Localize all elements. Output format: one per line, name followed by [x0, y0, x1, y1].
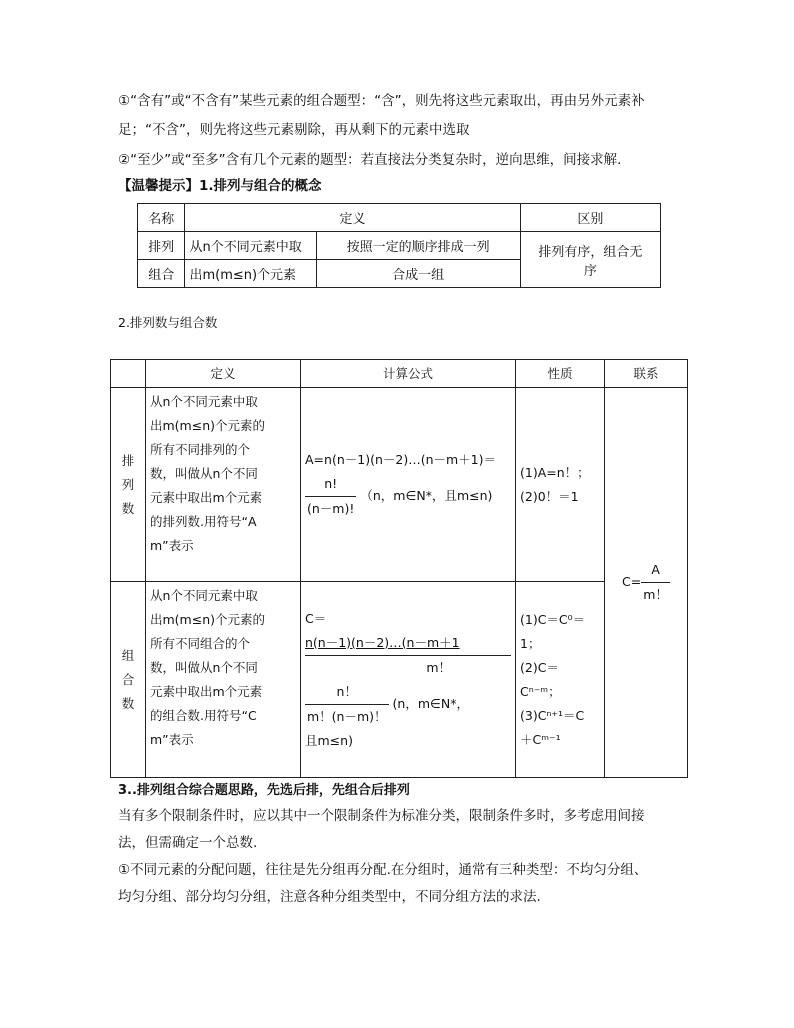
concept-table: [137, 203, 661, 288]
t2-comb-label-3: 数: [121, 695, 135, 711]
perm-frac-num: n!: [305, 472, 356, 497]
perm-fraction: [305, 472, 356, 521]
t1-header-diff: 区别: [520, 204, 660, 232]
t1-perm-def-a: 从n个不同元素中取: [185, 232, 316, 260]
t1-diff-line-1: 排列有序，组合无: [538, 244, 643, 260]
body-line-3: ①不同元素的分配问题，往往是先分组再分配.在分组时，通常有三种类型：不均匀分组、: [118, 862, 648, 878]
t2-perm-prop: [516, 388, 605, 582]
comb-def-line: 的组合数.用符号“C: [150, 708, 257, 723]
comb-formula-1: C＝: [305, 610, 327, 626]
comb-frac-num: n！: [305, 680, 389, 705]
comb-prop-4: Cⁿ⁻ᵐ；: [520, 683, 561, 699]
comb-prop-5: (3)Cⁿ⁺¹＝C: [520, 707, 585, 723]
t2-comb-formula: [301, 582, 516, 778]
body-line-4: 均匀分组、部分均匀分组，注意各种分组类型中，不同分组方法的求法.: [118, 889, 541, 905]
perm-formula-tail: （n，m∈N*，且m≤n): [360, 488, 493, 503]
t1-header-def: 定义: [185, 204, 520, 232]
comb-fraction: [305, 680, 389, 729]
t2-link: [605, 388, 688, 778]
perm-prop-2: (2)0！＝1: [520, 488, 579, 504]
t1-perm-name: 排列: [138, 232, 185, 260]
link-left: C=: [622, 574, 642, 589]
perm-def-line: 的排列数.用符号“A: [150, 514, 257, 529]
tip-title: 1.排列与组合的概念: [199, 178, 322, 194]
link-num: A: [641, 558, 670, 583]
t2-comb-def: [146, 582, 301, 778]
t2-perm-def: [146, 388, 301, 582]
section-2-title: 2.排列数与组合数: [118, 315, 218, 330]
perm-prop-1: (1)A=n！；: [520, 464, 590, 480]
t1-diff-cell: [520, 232, 660, 288]
comb-def-line: m”表示: [150, 732, 194, 747]
intro-line-2: 足；“不含”，则先将这些元素剔除，再从剩下的元素中选取: [118, 122, 470, 138]
t2-comb-label-1: 组: [121, 647, 135, 663]
link-fraction: [641, 558, 670, 607]
t2-header-prop: 性质: [516, 360, 605, 388]
t2-comb-prop: [516, 582, 605, 778]
section-3-title: 3..排列组合综合题思路，先选后排，先组合后排列: [118, 783, 410, 798]
comb-prop-2: 1；: [520, 635, 541, 651]
intro-line-1: ①“含有”或“不含有”某些元素的组合题型：“含”，则先将这些元素取出，再由另外元素补: [118, 93, 645, 109]
perm-def-line: 出m(m≤n)个元素的: [150, 418, 266, 433]
link-den: m！: [643, 587, 668, 602]
comb-frac-den: m！(n－m)！: [307, 708, 387, 724]
t2-perm-label-1: 排: [121, 452, 135, 468]
perm-def-line: 元素中取出m个元素: [150, 490, 263, 505]
t1-header-name: 名称: [138, 204, 185, 232]
t2-perm-label-3: 数: [121, 500, 135, 516]
comb-prop-6: ＋Cᵐ⁻¹: [520, 731, 561, 747]
perm-def-line: 所有不同排列的个: [150, 442, 251, 457]
t1-diff-line-2: 序: [583, 263, 597, 279]
comb-def-line: 元素中取出m个元素: [150, 684, 263, 699]
comb-formula-2: n(n－1)(n－2)…(n－m＋1: [305, 634, 460, 650]
comb-def-line: 从n个不同元素中取: [150, 588, 258, 603]
comb-def-line: 数，叫做从n个不同: [150, 660, 258, 675]
t2-header-blank: [111, 360, 146, 388]
t2-perm-label: [111, 388, 146, 582]
perm-formula-line: A=n(n－1)(n－2)…(n－m＋1)＝: [305, 452, 497, 467]
comb-formula-5: 且m≤n): [305, 732, 353, 748]
perm-def-line: m”表示: [150, 538, 194, 553]
tip-label: 【温馨提示】: [118, 178, 199, 194]
comb-prop-1: (1)C＝C⁰＝: [520, 611, 586, 627]
t2-header-def: 定义: [146, 360, 301, 388]
numbers-table: [110, 359, 688, 778]
perm-def-line: 数，叫做从n个不同: [150, 466, 258, 481]
t2-header-formula: 计算公式: [301, 360, 516, 388]
comb-formula-3: m！: [305, 655, 511, 680]
body-line-1: 当有多个限制条件时，应以其中一个限制条件为标准分类，限制条件多时，多考虑用间接: [118, 808, 645, 824]
comb-prop-3: (2)C＝: [520, 659, 559, 675]
body-line-2: 法，但需确定一个总数.: [118, 835, 258, 851]
t2-header-link: 联系: [605, 360, 688, 388]
t1-comb-def-a: 出m(m≤n)个元素: [185, 260, 316, 288]
t1-comb-def-b: 合成一组: [316, 260, 520, 288]
t1-comb-name: 组合: [138, 260, 185, 288]
t2-comb-label-2: 合: [121, 671, 135, 687]
t2-comb-label: [111, 582, 146, 778]
comb-def-line: 所有不同组合的个: [150, 636, 251, 651]
comb-def-line: 出m(m≤n)个元素的: [150, 612, 266, 627]
t2-perm-label-2: 列: [121, 476, 135, 492]
tip-heading: [118, 176, 322, 196]
intro-line-3: ②“至少”或“至多”含有几个元素的题型：若直接法分类复杂时，逆向思维，间接求解.: [118, 152, 622, 168]
perm-def-line: 从n个不同元素中取: [150, 394, 258, 409]
comb-formula-tail: (n，m∈N*，: [392, 695, 469, 711]
t1-perm-def-b: 按照一定的顺序排成一列: [316, 232, 520, 260]
t2-perm-formula: [301, 388, 516, 582]
perm-frac-den: (n－m)!: [307, 501, 355, 516]
